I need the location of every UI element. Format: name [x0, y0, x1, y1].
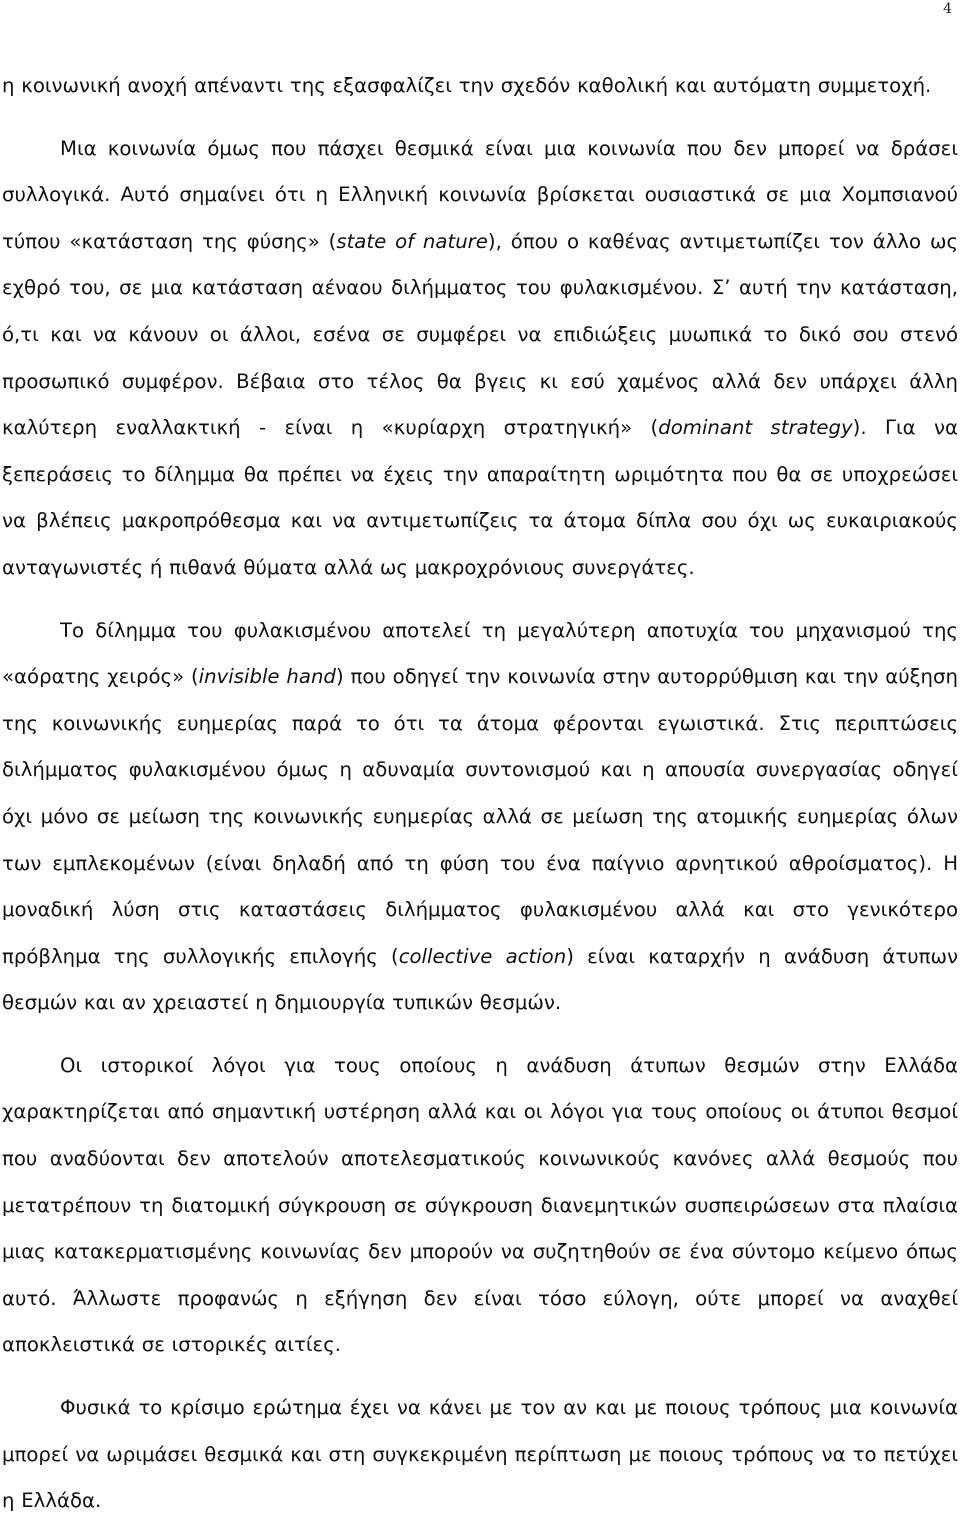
text-run: Φυσικά το κρίσιμο ερώτημα έχει να κάνει με τον αν και με ποιους τρόπους μια κοινωνία μπορεί να ωριμάσει θεσμικά και στη συγκεκριμένη περίπτωση με ποιους τρόπους να το πετύχει η Ελλάδα.: [2, 1396, 958, 1513]
paragraph: [2, 1385, 958, 1525]
text-run: ). Για να ξεπεράσεις το δίλημμα θα πρέπει να έχεις την απαραίτητη ωριμότητα που θα σε υποχρεώσει να βλέπεις μακροπρόθεσμα και να αντιμετωπίζεις τα άτομα δίπλα σου όχι ως ευκαιριακούς ανταγωνιστές ή πιθανά θύματα αλλά ως μακροχρόνιους συνεργάτες.: [2, 416, 958, 579]
text-run: ) είναι καταρχήν η ανάδυση άτυπων θεσμών και αν χρειαστεί η δημιουργία τυπικών θεσμών.: [2, 944, 958, 1015]
body-text: [2, 63, 958, 1525]
text-run: Το δίλημμα του φυλακισμένου αποτελεί τη μεγαλύτερη αποτυχία του μηχανισμού της «αόρατης χειρός» (: [2, 618, 958, 689]
italic-term: dominant strategy: [658, 416, 853, 440]
italic-term: invisible hand: [198, 665, 336, 689]
italic-term: state of nature: [336, 229, 488, 253]
paragraph: [2, 126, 958, 592]
text-run: Μια κοινωνία όμως που πάσχει θεσμικά είναι μια κοινωνία που δεν μπορεί να δράσει συλλογικά. Αυτό σημαίνει ότι η Ελληνική κοινωνία βρίσκεται ουσιαστικά σε μια Χομπσιανού τύπου «κατάσταση της φύσης» (: [2, 136, 958, 253]
paragraph: [2, 608, 958, 1027]
paragraph: [2, 1043, 958, 1369]
text-run: ), όπου ο καθένας αντιμετωπίζει τον άλλο ως εχθρό του, σε μια κατάσταση αέναου διλήμματος του φυλακισμένου. Σ’ αυτή την κατάσταση, ό,τι και να κάνουν οι άλλοι, εσένα σε συμφέρει να επιδιώξεις μυωπικά το δικό σου στενό προσωπικό συμφέρον. Βέβαια στο τέλος θα βγεις κι εσύ χαμένος αλλά δεν υπάρχει άλλη καλύτερη εναλλακτική - είναι η «κυρίαρχη στρατηγική» (: [2, 229, 958, 440]
text-run: Οι ιστορικοί λόγοι για τους οποίους η ανάδυση άτυπων θεσμών στην Ελλάδα χαρακτηρίζεται από σημαντική υστέρηση αλλά και οι λόγοι για τους οποίους οι άτυποι θεσμοί που αναδύονται δεν αποτελούν αποτελεσματικούς κοινωνικούς κανόνες αλλά θεσμούς που μετατρέπουν τη διατομική σύγκρουση σε σύγκρουση διανεμητικών συσπειρώσεων στα πλαίσια μιας κατακερματισμένης κοινωνίας δεν μπορούν να συζητηθούν σε ένα σύντομο κείμενο όπως αυτό. Άλλωστε προφανώς η εξήγηση δεν είναι τόσο εύλογη, ούτε μπορεί να αναχθεί αποκλειστικά σε ιστορικές αιτίες.: [2, 1053, 958, 1357]
text-run: ) που οδηγεί την κοινωνία στην αυτορρύθμιση και την αύξηση της κοινωνικής ευημερίας παρά το ότι τα άτομα φέρονται εγωιστικά. Στις περιπτώσεις διλήμματος φυλακισμένου όμως η αδυναμία συντονισμού και η απουσία συνεργασίας οδηγεί όχι μόνο σε μείωση της κοινωνικής ευημερίας αλλά σε μείωση της ατομικής ευημερίας όλων των εμπλεκομένων (είναι δηλαδή από τη φύση του ένα παίγνιο αρνητικού αθροίσματος). Η μοναδική λύση στις καταστάσεις διλήμματος φυλακισμένου αλλά και στο γενικότερο πρόβλημα της συλλογικής επιλογής (: [2, 665, 958, 968]
italic-term: collective action: [398, 944, 567, 968]
text-run: η κοινωνική ανοχή απέναντι της εξασφαλίζει την σχεδόν καθολική και αυτόματη συμμετοχή.: [2, 74, 932, 97]
page-number: 4: [943, 1, 952, 17]
paragraph: [2, 63, 958, 110]
